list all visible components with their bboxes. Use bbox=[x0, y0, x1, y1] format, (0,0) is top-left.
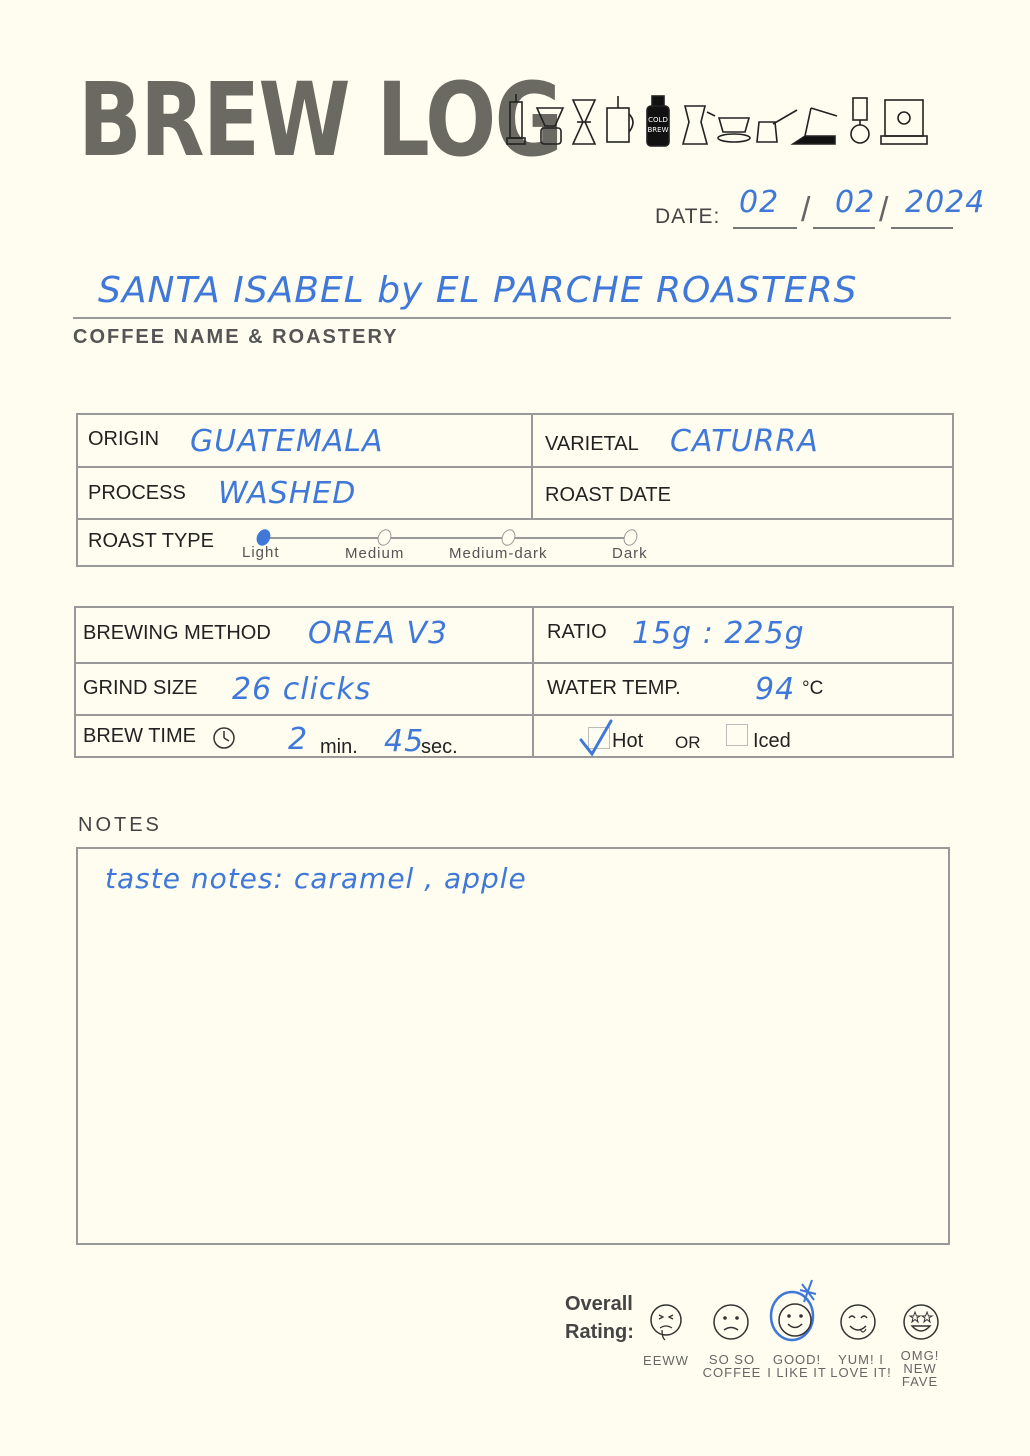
grind-size-label: GRIND SIZE bbox=[83, 677, 198, 699]
roast-type-slider[interactable] bbox=[262, 537, 632, 539]
brew-time-seconds[interactable]: 45 bbox=[384, 724, 425, 759]
date-separator: / bbox=[801, 191, 811, 229]
brewing-method-value[interactable]: OREA V3 bbox=[308, 616, 449, 651]
page-title: BREW LOG bbox=[78, 61, 562, 180]
brewing-icons-strip bbox=[505, 92, 930, 152]
brewing-method-label: BREWING METHOD bbox=[83, 622, 271, 644]
minutes-label: min. bbox=[320, 736, 358, 758]
hot-label: Hot bbox=[612, 730, 644, 752]
pour-over-icon bbox=[537, 108, 563, 144]
roast-option-light[interactable]: Light bbox=[242, 544, 280, 561]
date-label: DATE: bbox=[655, 205, 721, 228]
rating-caption-omg bbox=[892, 1349, 948, 1388]
chemex-icon bbox=[573, 100, 595, 144]
rating-caption-yum bbox=[828, 1353, 894, 1379]
caption-line: OMG! bbox=[900, 1348, 940, 1363]
cold-brew-text-1: COLD bbox=[648, 116, 668, 124]
face-yum-icon[interactable] bbox=[838, 1302, 878, 1342]
roast-option-medium-dark[interactable]: Medium-dark bbox=[449, 545, 548, 562]
hot-check-mark-icon bbox=[578, 718, 614, 758]
caption-line: LOVE IT! bbox=[830, 1365, 892, 1380]
overall-rating-label bbox=[565, 1290, 634, 1346]
rating-caption-good bbox=[764, 1353, 830, 1379]
rating-caption-so-so bbox=[700, 1353, 764, 1379]
origin-value[interactable]: GUATEMALA bbox=[190, 424, 384, 459]
caption-line: EEWW bbox=[643, 1353, 689, 1368]
moka-pot-icon bbox=[683, 106, 715, 144]
coffee-name-value[interactable]: SANTA ISABEL by EL PARCHE ROASTERS bbox=[98, 270, 858, 311]
brew-time-label: BREW TIME bbox=[83, 725, 196, 747]
clock-icon bbox=[212, 726, 236, 750]
process-value[interactable]: WASHED bbox=[218, 476, 357, 511]
roast-type-label: ROAST TYPE bbox=[88, 530, 214, 552]
iced-checkbox[interactable] bbox=[726, 724, 748, 746]
caption-line: GOOD! bbox=[772, 1352, 822, 1367]
roast-date-label: ROAST DATE bbox=[545, 484, 671, 506]
grind-size-value[interactable]: 26 clicks bbox=[232, 672, 372, 707]
aeropress-icon bbox=[507, 94, 525, 144]
caption-line: FAVE bbox=[901, 1374, 939, 1389]
notes-label: NOTES bbox=[78, 814, 162, 836]
espresso-lever-icon bbox=[793, 108, 837, 144]
date-year[interactable]: 2024 bbox=[905, 185, 986, 220]
water-temp-value[interactable]: 94 bbox=[755, 672, 796, 707]
notes-text: taste notes: caramel , apple bbox=[105, 862, 527, 895]
water-temp-label: WATER TEMP. bbox=[547, 677, 681, 699]
face-omg-icon[interactable] bbox=[901, 1302, 941, 1342]
ratio-label: RATIO bbox=[547, 621, 607, 643]
rating-label-line-2: Rating: bbox=[565, 1321, 634, 1343]
siphon-icon bbox=[851, 98, 869, 143]
phin-filter-icon bbox=[718, 118, 750, 142]
varietal-label: VARIETAL bbox=[545, 433, 639, 455]
cezve-icon bbox=[757, 110, 797, 142]
caption-line: YUM! I bbox=[838, 1352, 884, 1367]
date-separator: / bbox=[879, 191, 889, 229]
process-label: PROCESS bbox=[88, 482, 186, 504]
or-label: OR bbox=[675, 733, 701, 752]
water-temp-unit: °C bbox=[802, 678, 824, 699]
brew-time-minutes[interactable]: 2 bbox=[288, 722, 309, 757]
rating-label-line-1: Overall bbox=[565, 1293, 633, 1315]
french-press-icon bbox=[607, 96, 633, 142]
ratio-value[interactable]: 15g : 225g bbox=[632, 616, 805, 651]
notes-textarea[interactable] bbox=[76, 847, 950, 1245]
face-eeww-icon[interactable] bbox=[648, 1302, 684, 1342]
coffee-name-label: COFFEE NAME & ROASTERY bbox=[73, 326, 399, 348]
coffee-name-underline bbox=[73, 317, 951, 319]
roast-option-dark[interactable]: Dark bbox=[612, 545, 648, 562]
roast-option-medium[interactable]: Medium bbox=[345, 545, 405, 562]
espresso-machine-icon bbox=[881, 100, 927, 144]
iced-label: Iced bbox=[753, 730, 791, 752]
cold-brew-text-2: BREW bbox=[647, 126, 669, 134]
rating-caption-eeww bbox=[636, 1354, 696, 1367]
caption-line: SO SO bbox=[708, 1352, 756, 1367]
caption-line: I LIKE IT bbox=[767, 1365, 827, 1380]
date-field[interactable] bbox=[655, 185, 985, 235]
caption-line: NEW bbox=[903, 1361, 937, 1376]
caption-line: COFFEE bbox=[702, 1365, 762, 1380]
origin-label: ORIGIN bbox=[88, 428, 160, 450]
date-day[interactable]: 02 bbox=[739, 185, 780, 220]
varietal-value[interactable]: CATURRA bbox=[670, 424, 819, 459]
face-so-so-icon[interactable] bbox=[711, 1302, 751, 1342]
face-good-icon[interactable] bbox=[768, 1276, 820, 1342]
seconds-label: sec. bbox=[421, 736, 458, 758]
date-month[interactable]: 02 bbox=[835, 185, 876, 220]
